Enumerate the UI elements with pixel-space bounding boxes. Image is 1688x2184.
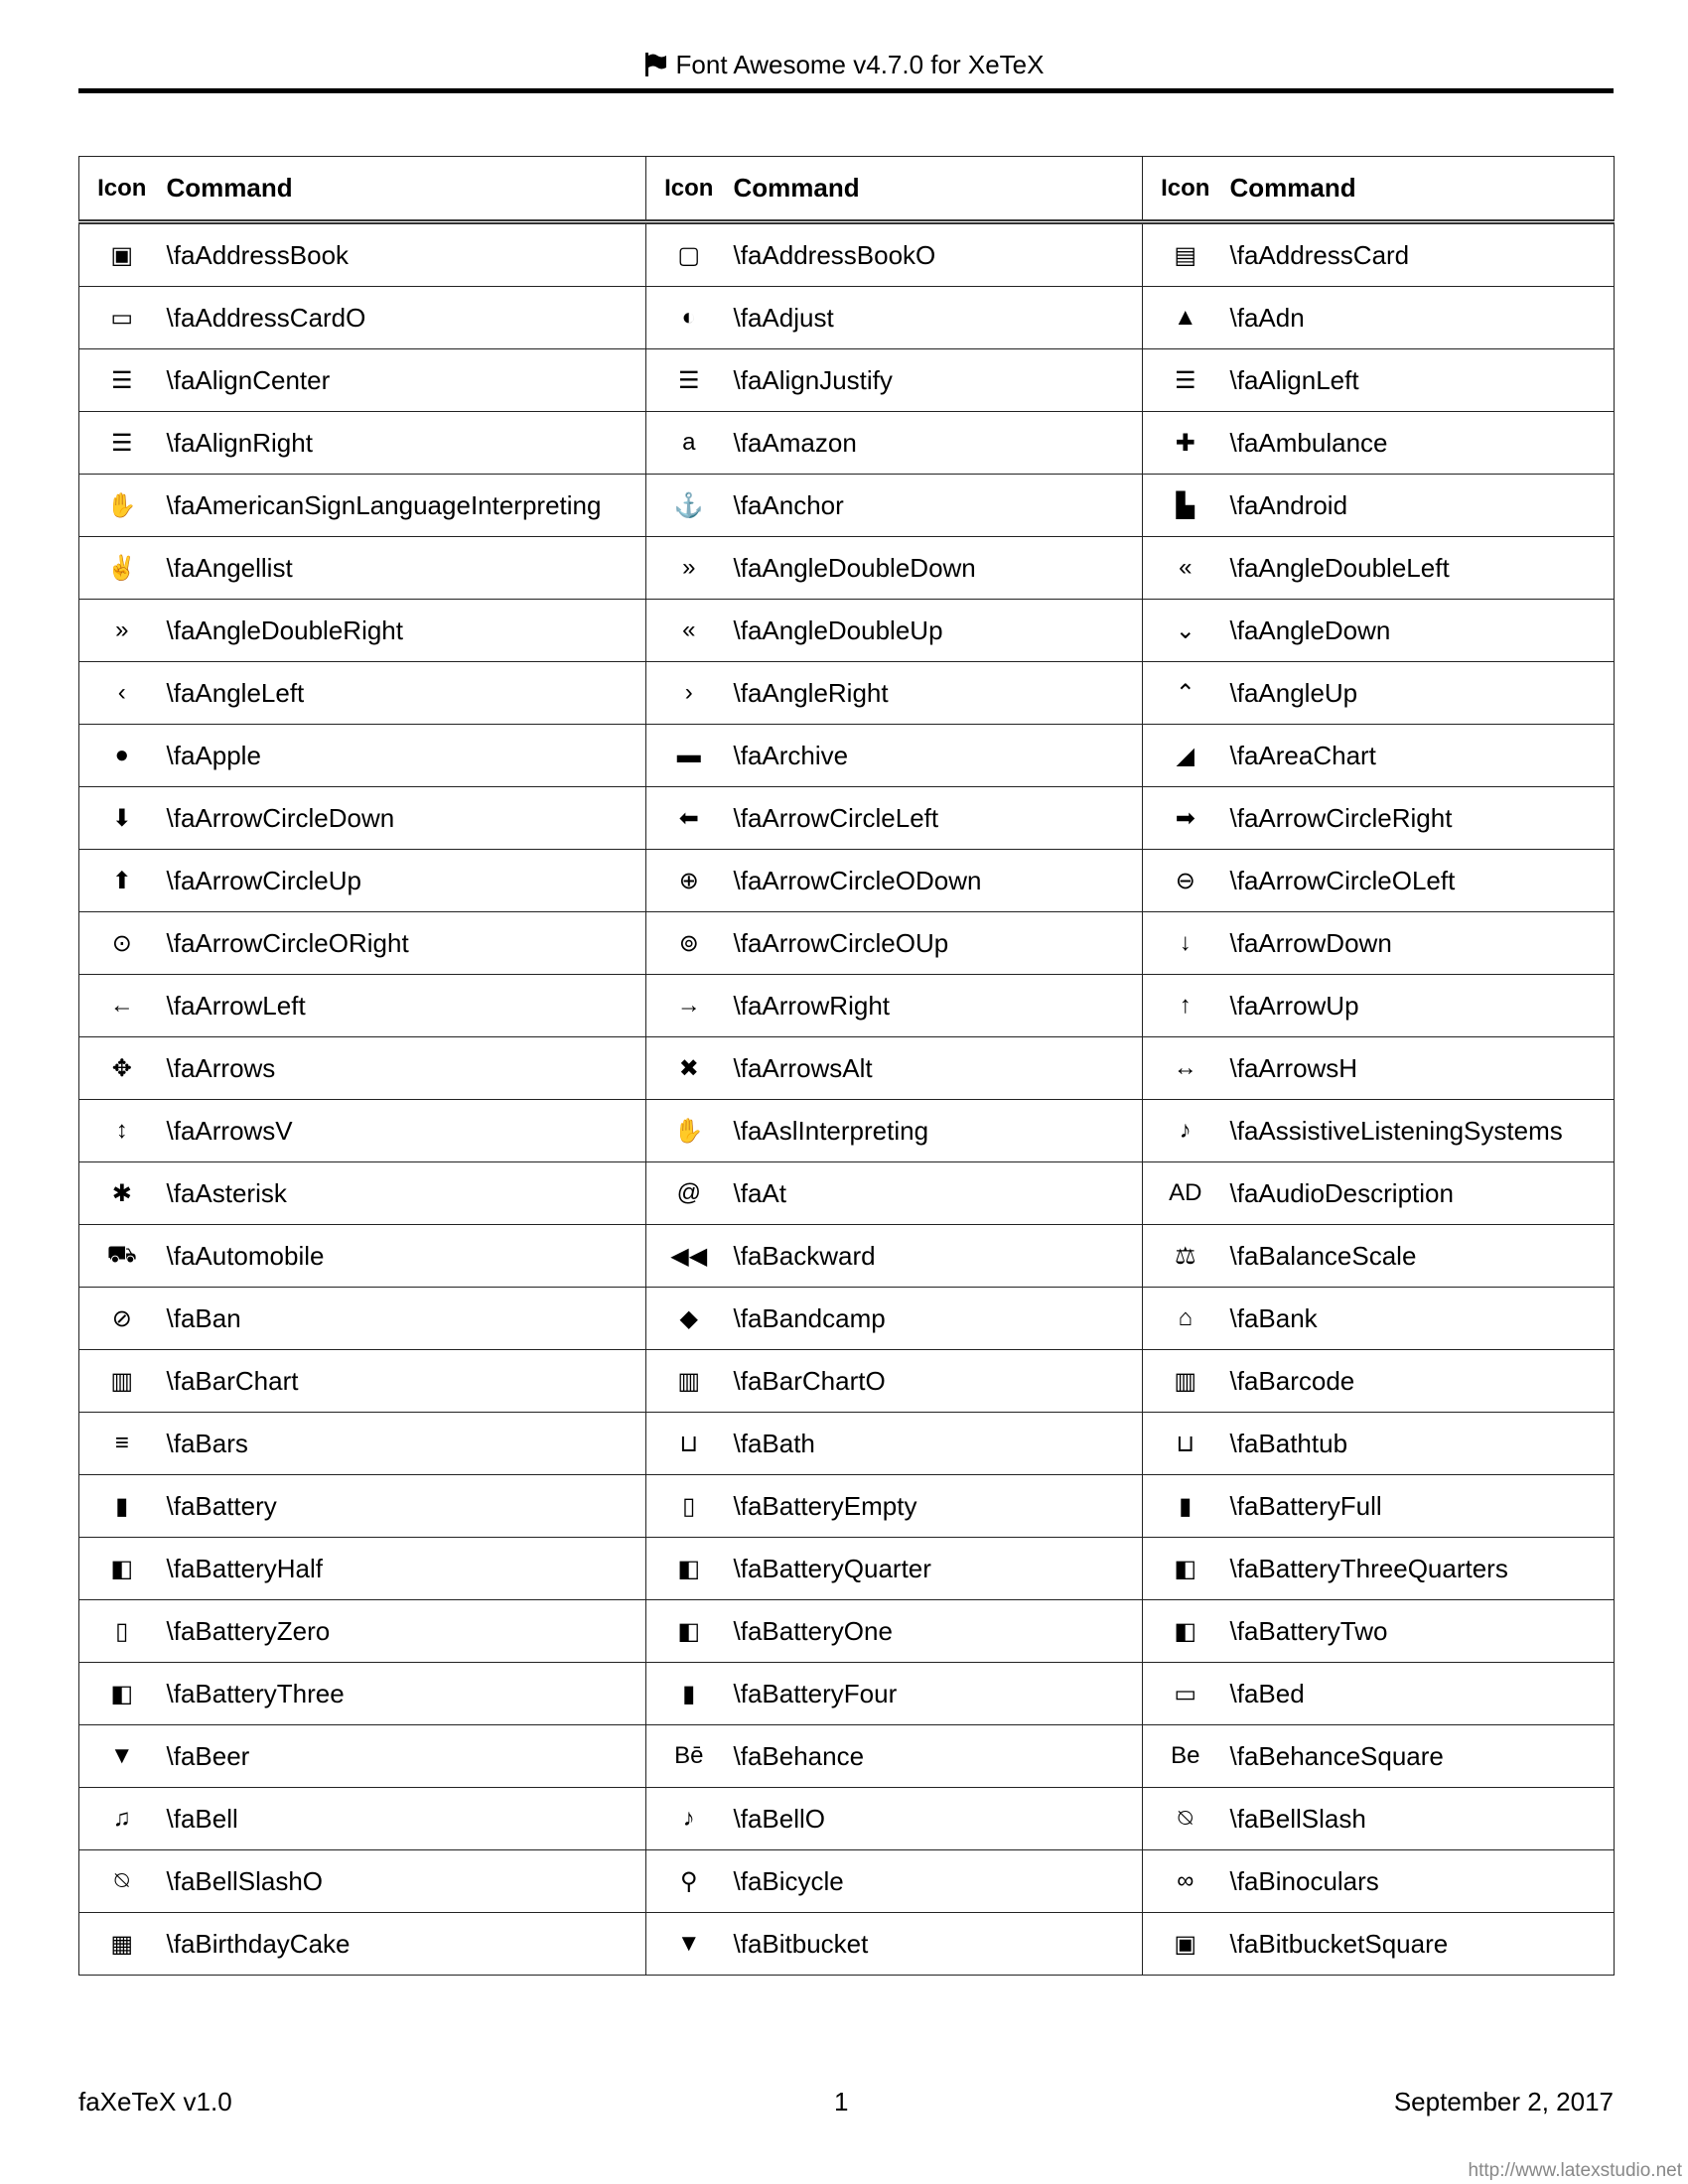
bath-icon: ⊔ xyxy=(646,1413,732,1475)
command-name: \faBed xyxy=(1228,1663,1615,1725)
table-row xyxy=(79,287,1615,349)
command-name: \faArrows xyxy=(165,1037,646,1100)
table-row xyxy=(79,1225,1615,1288)
command-name: \faBarChart xyxy=(165,1350,646,1413)
table-row xyxy=(79,1475,1615,1538)
command-name: \faBath xyxy=(732,1413,1143,1475)
alignright-icon: ☰ xyxy=(79,412,165,475)
assistivelistening-icon: ♪ xyxy=(1143,1100,1228,1162)
command-name: \faBellSlashO xyxy=(165,1850,646,1913)
table-row xyxy=(79,1850,1615,1913)
arrowcircledown-icon: ⬇ xyxy=(79,787,165,850)
command-name: \faBattery xyxy=(165,1475,646,1538)
command-name: \faBellSlash xyxy=(1228,1788,1615,1850)
command-name: \faBathtub xyxy=(1228,1413,1615,1475)
aligncenter-icon: ☰ xyxy=(79,349,165,412)
arrowsv-icon: ↕ xyxy=(79,1100,165,1162)
barchart-icon: ▥ xyxy=(646,1350,732,1413)
command-name: \faAddressCard xyxy=(1228,222,1615,287)
command-name: \faArrowCircleORight xyxy=(165,912,646,975)
header-title: Font Awesome v4.7.0 for XeTeX xyxy=(675,50,1045,79)
alignjustify-icon: ☰ xyxy=(646,349,732,412)
command-name: \faBatteryOne xyxy=(732,1600,1143,1663)
command-name: \faArrowCircleDown xyxy=(165,787,646,850)
col-header-icon: Icon xyxy=(646,157,732,222)
angledoubleright-icon: » xyxy=(79,600,165,662)
col-header-command: Command xyxy=(1228,157,1615,222)
command-name: \faAngleDoubleLeft xyxy=(1228,537,1615,600)
command-name: \faArchive xyxy=(732,725,1143,787)
command-name: \faAndroid xyxy=(1228,475,1615,537)
command-name: \faArrowCircleLeft xyxy=(732,787,1143,850)
angleup-icon: ⌃ xyxy=(1143,662,1228,725)
command-name: \faArrowsAlt xyxy=(732,1037,1143,1100)
table-header-row xyxy=(79,157,1615,222)
command-name: \faAsterisk xyxy=(165,1162,646,1225)
bath-icon: ⊔ xyxy=(1143,1413,1228,1475)
table-row xyxy=(79,1413,1615,1475)
command-name: \faAlignJustify xyxy=(732,349,1143,412)
command-name: \faAngleUp xyxy=(1228,662,1615,725)
arrowup-icon: ↑ xyxy=(1143,975,1228,1037)
batteryquarter-icon: ◧ xyxy=(646,1538,732,1600)
command-name: \faAngellist xyxy=(165,537,646,600)
command-name: \faAlignRight xyxy=(165,412,646,475)
command-name: \faBirthdayCake xyxy=(165,1913,646,1976)
table-row xyxy=(79,475,1615,537)
arrowcircleup-icon: ⬆ xyxy=(79,850,165,912)
barchart-icon: ▥ xyxy=(79,1350,165,1413)
table-row xyxy=(79,725,1615,787)
command-name: \faAmbulance xyxy=(1228,412,1615,475)
archive-icon: ▬ xyxy=(646,725,732,787)
table-row xyxy=(79,1037,1615,1100)
angellist-icon: ✌ xyxy=(79,537,165,600)
bellslash-icon: ⍉ xyxy=(1143,1788,1228,1850)
backward-icon: ◀◀ xyxy=(646,1225,732,1288)
command-name: \faArrowCircleUp xyxy=(165,850,646,912)
audiodescription-icon: AD xyxy=(1143,1162,1228,1225)
table-row xyxy=(79,787,1615,850)
command-name: \faAngleDoubleUp xyxy=(732,600,1143,662)
behance-icon: Bē xyxy=(646,1725,732,1788)
command-name: \faArrowsH xyxy=(1228,1037,1615,1100)
command-name: \faBicycle xyxy=(732,1850,1143,1913)
angleleft-icon: ‹ xyxy=(79,662,165,725)
command-name: \faBitbucket xyxy=(732,1913,1143,1976)
command-name: \faBitbucketSquare xyxy=(1228,1913,1615,1976)
command-name: \faArrowRight xyxy=(732,975,1143,1037)
command-name: \faBatteryEmpty xyxy=(732,1475,1143,1538)
command-name: \faAngleDoubleRight xyxy=(165,600,646,662)
angledoubleleft-icon: « xyxy=(1143,537,1228,600)
table-row xyxy=(79,537,1615,600)
table-row xyxy=(79,1538,1615,1600)
ban-icon: ⊘ xyxy=(79,1288,165,1350)
arrowcircleoup-icon: ⊚ xyxy=(646,912,732,975)
table-row xyxy=(79,222,1615,287)
command-name: \faAmazon xyxy=(732,412,1143,475)
command-name: \faAngleLeft xyxy=(165,662,646,725)
arrowcircleoleft-icon: ⊖ xyxy=(1143,850,1228,912)
adn-icon: ▲ xyxy=(1143,287,1228,349)
bars-icon: ≡ xyxy=(79,1413,165,1475)
command-name: \faAlignLeft xyxy=(1228,349,1615,412)
batteryfull-icon: ▮ xyxy=(79,1475,165,1538)
command-name: \faBarChartO xyxy=(732,1350,1143,1413)
angledown-icon: ⌄ xyxy=(1143,600,1228,662)
command-name: \faBank xyxy=(1228,1288,1615,1350)
birthdaycake-icon: ▦ xyxy=(79,1913,165,1976)
table-row xyxy=(79,349,1615,412)
batteryhalf-icon: ◧ xyxy=(1143,1600,1228,1663)
command-name: \faBell xyxy=(165,1788,646,1850)
table-row xyxy=(79,600,1615,662)
table-row xyxy=(79,1350,1615,1413)
arrowdown-icon: ↓ xyxy=(1143,912,1228,975)
footer-page-number: 1 xyxy=(834,2087,849,2116)
angledoubledown-icon: » xyxy=(646,537,732,600)
angledoubleup-icon: « xyxy=(646,600,732,662)
command-name: \faAddressBook xyxy=(165,222,646,287)
arrowsalt-icon: ✖ xyxy=(646,1037,732,1100)
command-name: \faBellO xyxy=(732,1788,1143,1850)
arrows-icon: ✥ xyxy=(79,1037,165,1100)
batteryfull-icon: ▮ xyxy=(1143,1475,1228,1538)
bed-icon: ▭ xyxy=(1143,1663,1228,1725)
command-name: \faArrowCircleOUp xyxy=(732,912,1143,975)
command-name: \faArrowCircleOLeft xyxy=(1228,850,1615,912)
addressbook-icon: ▣ xyxy=(79,222,165,287)
command-name: \faAslInterpreting xyxy=(732,1100,1143,1162)
command-name: \faAmericanSignLanguageInterpreting xyxy=(165,475,646,537)
table-row xyxy=(79,1663,1615,1725)
command-name: \faAdn xyxy=(1228,287,1615,349)
table-row xyxy=(79,1788,1615,1850)
ambulance-icon: ✚ xyxy=(1143,412,1228,475)
table-row xyxy=(79,662,1615,725)
command-name: \faAddressBookO xyxy=(732,222,1143,287)
command-name: \faBatteryHalf xyxy=(165,1538,646,1600)
automobile-icon: ⛟ xyxy=(79,1225,165,1288)
addresscardo-icon: ▭ xyxy=(79,287,165,349)
beer-icon: ▼ xyxy=(79,1725,165,1788)
col-header-command: Command xyxy=(732,157,1143,222)
asterisk-icon: ✱ xyxy=(79,1162,165,1225)
bellslasho-icon: ⍉ xyxy=(79,1850,165,1913)
batteryempty-icon: ▯ xyxy=(646,1475,732,1538)
amazon-icon: a xyxy=(646,412,732,475)
adjust-icon: ◐ xyxy=(646,287,732,349)
bello-icon: ♪ xyxy=(646,1788,732,1850)
batterythreequarters-icon: ◧ xyxy=(1143,1538,1228,1600)
table-row xyxy=(79,1725,1615,1788)
footer-date: September 2, 2017 xyxy=(1393,2087,1614,2116)
table-row xyxy=(79,1913,1615,1976)
table-row xyxy=(79,412,1615,475)
command-name: \faBehanceSquare xyxy=(1228,1725,1615,1788)
command-name: \faAlignCenter xyxy=(165,349,646,412)
arrowleft-icon: ← xyxy=(79,975,165,1037)
command-name: \faBars xyxy=(165,1413,646,1475)
command-name: \faBatteryThree xyxy=(165,1663,646,1725)
command-name: \faBinoculars xyxy=(1228,1850,1615,1913)
command-name: \faAngleRight xyxy=(732,662,1143,725)
bell-icon: ♫ xyxy=(79,1788,165,1850)
command-name: \faAt xyxy=(732,1162,1143,1225)
areachart-icon: ◢ xyxy=(1143,725,1228,787)
command-name: \faAddressCardO xyxy=(165,287,646,349)
table-row xyxy=(79,1100,1615,1162)
command-name: \faAdjust xyxy=(732,287,1143,349)
asl-icon: ✋ xyxy=(79,475,165,537)
watermark: http://www.latexstudio.net xyxy=(1468,2160,1682,2181)
bitbucket-icon: ▼ xyxy=(646,1913,732,1976)
addresscard-icon: ▤ xyxy=(1143,222,1228,287)
command-name: \faBehance xyxy=(732,1725,1143,1788)
android-icon: ▙ xyxy=(1143,475,1228,537)
batteryhalf-icon: ◧ xyxy=(79,1538,165,1600)
command-name: \faBatteryTwo xyxy=(1228,1600,1615,1663)
table-row xyxy=(79,850,1615,912)
table-row xyxy=(79,912,1615,975)
command-name: \faArrowLeft xyxy=(165,975,646,1037)
command-name: \faAnchor xyxy=(732,475,1143,537)
behancesquare-icon: Be xyxy=(1143,1725,1228,1788)
batteryquarter-icon: ◧ xyxy=(646,1600,732,1663)
arrowcircleright-icon: ➡ xyxy=(1143,787,1228,850)
command-name: \faArrowsV xyxy=(165,1100,646,1162)
command-name: \faArrowDown xyxy=(1228,912,1615,975)
command-name: \faAngleDown xyxy=(1228,600,1615,662)
command-name: \faBalanceScale xyxy=(1228,1225,1615,1288)
command-name: \faArrowUp xyxy=(1228,975,1615,1037)
command-name: \faBackward xyxy=(732,1225,1143,1288)
anchor-icon: ⚓ xyxy=(646,475,732,537)
asl-icon: ✋ xyxy=(646,1100,732,1162)
table-row xyxy=(79,1162,1615,1225)
apple-icon: ● xyxy=(79,725,165,787)
command-name: \faBatteryQuarter xyxy=(732,1538,1143,1600)
command-name: \faBatteryFour xyxy=(732,1663,1143,1725)
arrowcircleoright-icon: ⊙ xyxy=(79,912,165,975)
command-name: \faBarcode xyxy=(1228,1350,1615,1413)
arrowcircleodown-icon: ⊕ xyxy=(646,850,732,912)
bitbucketsquare-icon: ▣ xyxy=(1143,1913,1228,1976)
flag-icon xyxy=(644,53,666,76)
binoculars-icon: ∞ xyxy=(1143,1850,1228,1913)
arrowcircleleft-icon: ⬅ xyxy=(646,787,732,850)
command-name: \faAssistiveListeningSystems xyxy=(1228,1100,1615,1162)
command-name: \faAutomobile xyxy=(165,1225,646,1288)
batteryfull-icon: ▮ xyxy=(646,1663,732,1725)
bandcamp-icon: ◆ xyxy=(646,1288,732,1350)
batterythreequarters-icon: ◧ xyxy=(79,1663,165,1725)
page-header xyxy=(0,50,1688,80)
command-name: \faArrowCircleRight xyxy=(1228,787,1615,850)
col-header-icon: Icon xyxy=(79,157,165,222)
table-row xyxy=(79,1288,1615,1350)
arrowsh-icon: ↔ xyxy=(1143,1037,1228,1100)
alignleft-icon: ☰ xyxy=(1143,349,1228,412)
balancescale-icon: ⚖ xyxy=(1143,1225,1228,1288)
angleright-icon: › xyxy=(646,662,732,725)
arrowright-icon: → xyxy=(646,975,732,1037)
bicycle-icon: ⚲ xyxy=(646,1850,732,1913)
command-name: \faBeer xyxy=(165,1725,646,1788)
table-row xyxy=(79,975,1615,1037)
batteryempty-icon: ▯ xyxy=(79,1600,165,1663)
command-name: \faAreaChart xyxy=(1228,725,1615,787)
command-name: \faBandcamp xyxy=(732,1288,1143,1350)
at-icon: @ xyxy=(646,1162,732,1225)
col-header-command: Command xyxy=(165,157,646,222)
barcode-icon: ▥ xyxy=(1143,1350,1228,1413)
command-name: \faBan xyxy=(165,1288,646,1350)
command-name: \faAngleDoubleDown xyxy=(732,537,1143,600)
command-name: \faAudioDescription xyxy=(1228,1162,1615,1225)
col-header-icon: Icon xyxy=(1143,157,1228,222)
command-name: \faArrowCircleODown xyxy=(732,850,1143,912)
command-name: \faApple xyxy=(165,725,646,787)
table-row xyxy=(79,1600,1615,1663)
addressbooko-icon: ▢ xyxy=(646,222,732,287)
icon-table xyxy=(78,156,1615,1976)
command-name: \faBatteryFull xyxy=(1228,1475,1615,1538)
command-name: \faBatteryZero xyxy=(165,1600,646,1663)
bank-icon: ⌂ xyxy=(1143,1288,1228,1350)
footer-left: faXeTeX v1.0 xyxy=(78,2087,232,2116)
header-rule xyxy=(78,88,1614,93)
command-name: \faBatteryThreeQuarters xyxy=(1228,1538,1615,1600)
